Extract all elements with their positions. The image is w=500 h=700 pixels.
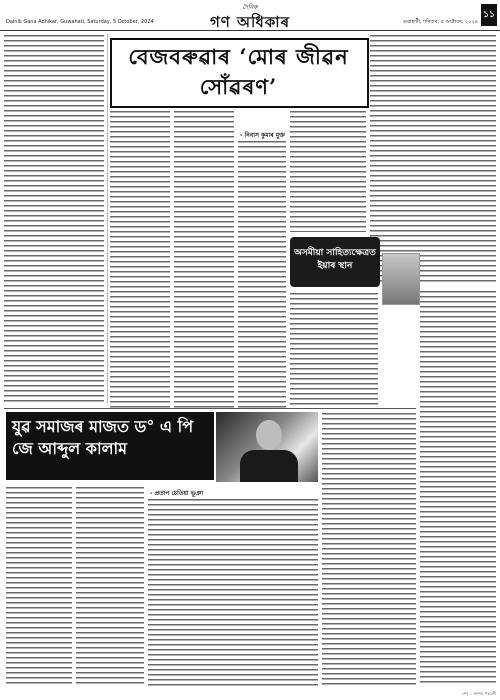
photo-suit — [240, 450, 298, 482]
second-headline: যুৱ সমাজৰ মাজত ড° এ পি জে আব্দুল কালাম — [12, 417, 194, 458]
column-right-top — [370, 34, 496, 284]
lead-column-3 — [238, 140, 286, 408]
masthead-title-block — [170, 4, 330, 36]
lead-column-4 — [290, 110, 366, 232]
second-byline: - প্ৰতাপ চেতিয়া ভূঞা — [150, 490, 204, 497]
kalam-photo — [216, 412, 318, 482]
column-left-top — [4, 34, 104, 404]
second-headline-box — [6, 412, 214, 480]
second-column-2 — [76, 486, 144, 686]
photo-face — [256, 420, 282, 450]
column-divider — [107, 34, 108, 404]
page-number: ১১ — [481, 4, 497, 26]
author-photo — [382, 253, 420, 305]
lead-byline: - নিবাস কুমাৰ মুক্ত — [240, 132, 285, 139]
masthead-left-info: Dainik Gana Adhikar, Guwahati, Saturday, 5 October, 2024 — [6, 19, 154, 25]
masthead-right-info: গুৱাহাটী, শনিবাৰ, ৫ অক্টোবৰ, ২০২৪ — [402, 19, 478, 25]
column-right-bottom — [420, 290, 496, 686]
lead-column-5 — [290, 292, 378, 408]
newspaper-title: গণ অধিকাৰ — [209, 13, 291, 31]
masthead — [0, 0, 500, 31]
second-column-4 — [322, 412, 416, 686]
masthead-tag: দৈনিক — [242, 4, 258, 11]
second-column-1 — [6, 486, 72, 686]
pull-quote-badge — [290, 237, 380, 287]
lead-headline: বেজবৰুৱাৰ ‘মোৰ জীৱন সোঁৱৰণ’ — [128, 44, 349, 99]
section-divider — [4, 408, 416, 409]
second-column-3 — [148, 498, 318, 686]
pull-quote-text: অসমীয়া সাহিত্যক্ষেত্ৰত ইয়াৰ স্থান — [294, 248, 376, 271]
page-footer: শেষ ১ অংশৰ পৰৱৰ্তী — [462, 691, 496, 696]
lead-column-1 — [110, 110, 170, 408]
lead-column-2 — [174, 110, 234, 408]
lead-headline-box — [110, 38, 369, 108]
